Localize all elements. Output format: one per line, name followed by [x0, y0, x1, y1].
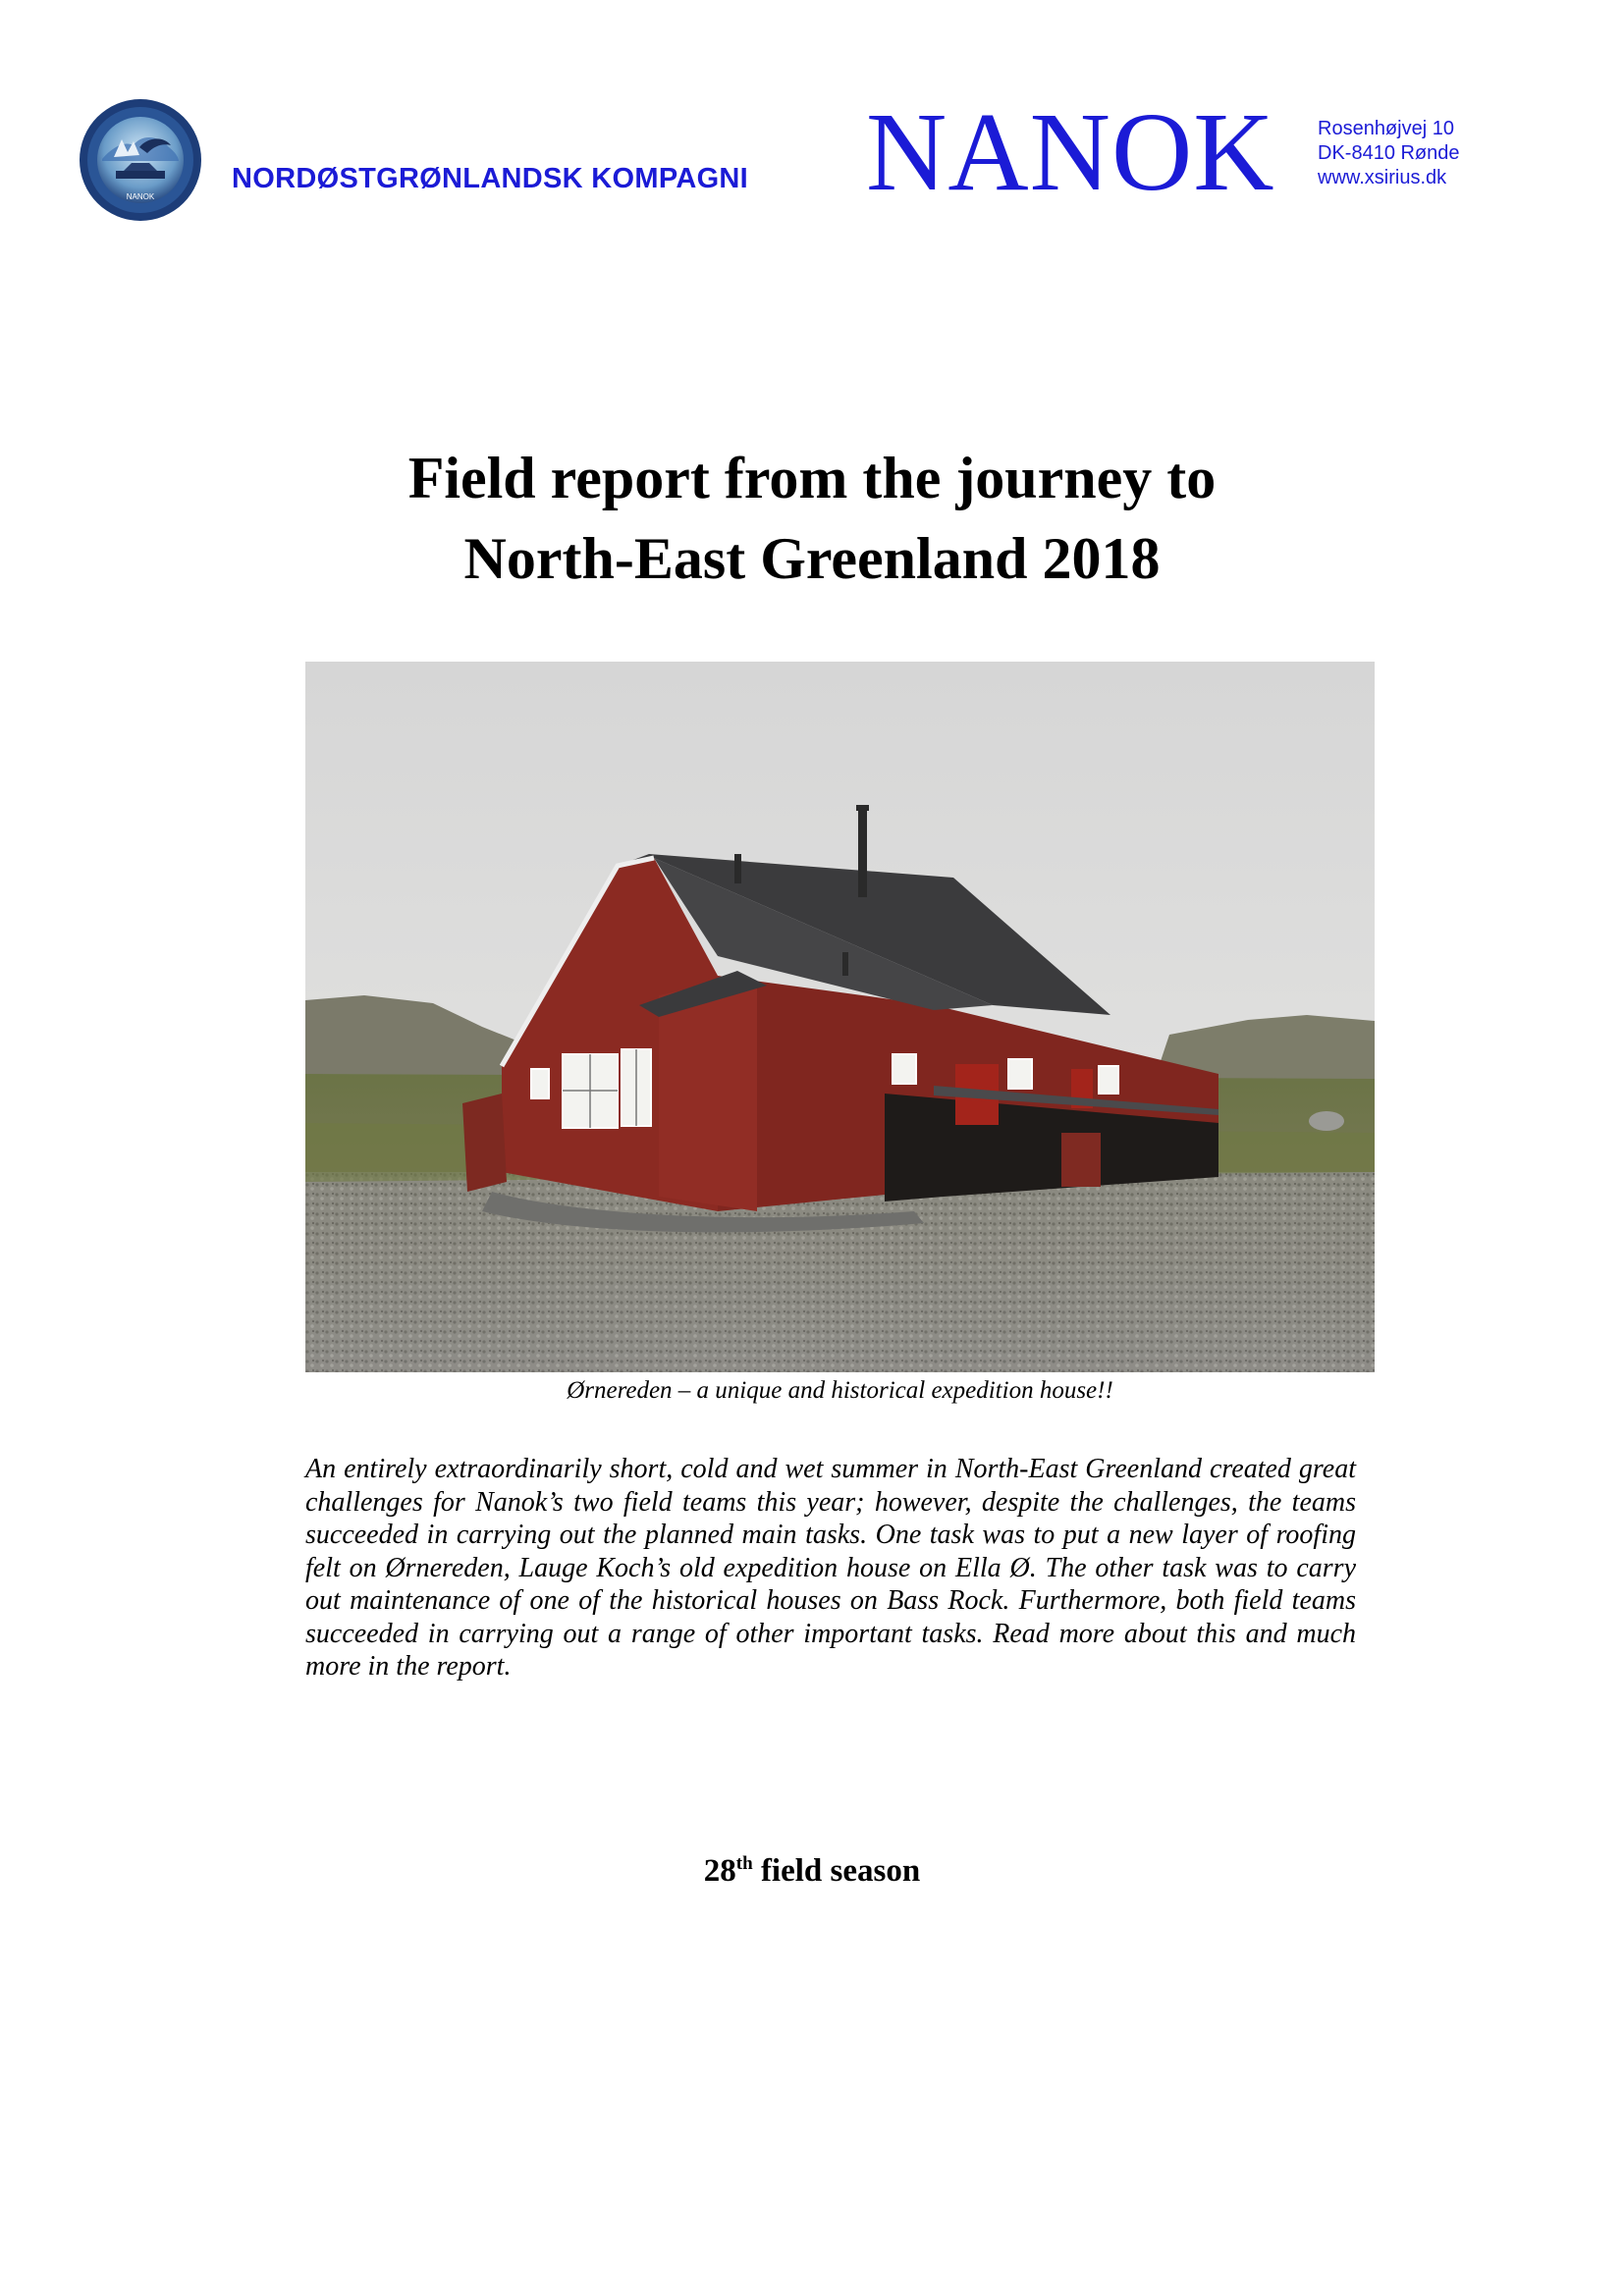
company-address [1318, 117, 1460, 190]
field-season [0, 1853, 1624, 1890]
address-street: Rosenhøjvej 10 [1318, 118, 1454, 139]
season-suffix: th [735, 1853, 753, 1874]
season-number: 28 [703, 1853, 736, 1889]
expedition-house-photo [305, 662, 1375, 1372]
brand-wordmark: NANOK [866, 89, 1275, 214]
report-title [0, 438, 1624, 599]
season-label: field season [760, 1853, 921, 1889]
title-line-1: Field report from the journey to [407, 446, 1217, 510]
intro-paragraph: An entirely extraordinarily short, cold and wet summer in North-East Greenland created great challenges for Nanok’s two field teams this year; however, despite the challenges, the teams succeeded in carrying out the planned main tasks. One task was to put a new layer of roofing felt on Ørnereden, Lauge Koch’s old expedition house on Ella Ø. The other task was to carry out maintenance of one of the historical houses on Bass Rock. Furthermore, both field teams succeeded in carrying out a range of other important tasks. Read more about this and much more in the report. [305, 1454, 1356, 1682]
website-link[interactable]: www.xsirius.dk [1318, 167, 1447, 188]
address-postal: DK-8410 Rønde [1318, 142, 1460, 164]
photo-caption: Ørnereden – a unique and historical expedition house!! [567, 1377, 1113, 1404]
nanok-logo [79, 98, 202, 222]
logo-text: NANOK [126, 192, 155, 201]
title-line-2: North-East Greenland 2018 [463, 526, 1161, 591]
company-name: NORDØSTGRØNLANDSK KOMPAGNI [232, 163, 749, 194]
